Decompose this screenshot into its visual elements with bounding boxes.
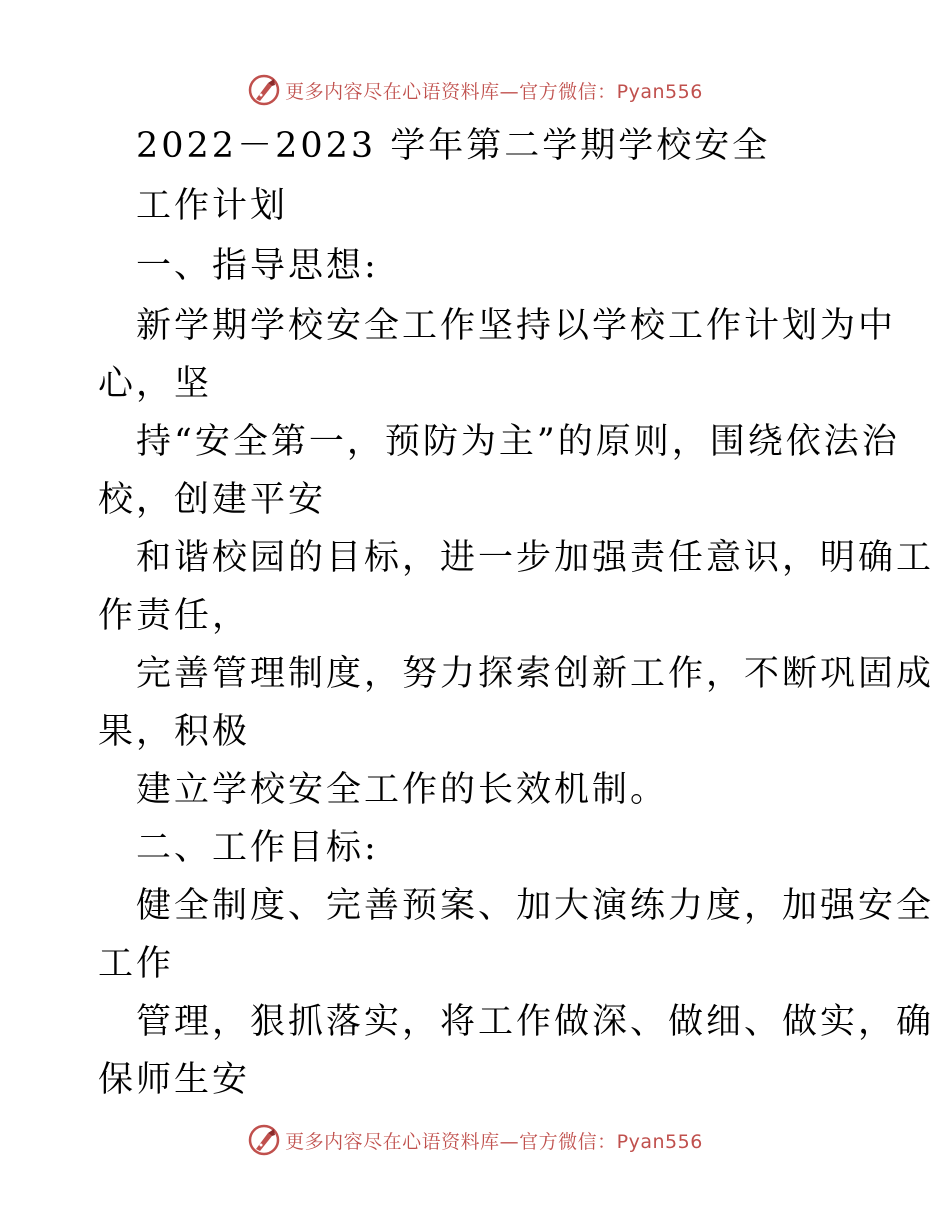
pen-nib-circle-icon	[247, 73, 281, 107]
paragraph-line: 保师生安	[98, 1060, 251, 1100]
pen-nib-circle-icon	[247, 1123, 281, 1157]
paragraph-line: 果，积极	[98, 712, 251, 752]
document-title-line: 工作计划	[136, 186, 289, 226]
paragraph-line: 持“安全第一，预防为主”的原则，围绕依法治	[136, 422, 900, 462]
paragraph-line: 校，创建平安	[98, 480, 327, 520]
paragraph-line: 管理，狠抓落实，将工作做深、做细、做实，确	[136, 1002, 935, 1042]
paragraph-line: 建立学校安全工作的长效机制。	[136, 770, 669, 810]
section-heading: 二、工作目标:	[136, 828, 379, 868]
watermark-text: 更多内容尽在心语资料库—官方微信：Pyan556	[285, 1130, 703, 1153]
paragraph-line: 作责任，	[98, 596, 251, 636]
document-title-line: 2022－2023 学年第二学期学校安全	[136, 126, 771, 166]
paragraph-line: 完善管理制度，努力探索创新工作，不断巩固成	[136, 654, 935, 694]
paragraph-line: 健全制度、完善预案、加大演练力度，加强安全	[136, 886, 935, 926]
watermark-text: 更多内容尽在心语资料库—官方微信：Pyan556	[285, 80, 703, 103]
footer-watermark	[0, 1122, 950, 1158]
paragraph-line: 新学期学校安全工作坚持以学校工作计划为中	[136, 306, 897, 346]
section-heading: 一、指导思想:	[136, 246, 379, 286]
header-watermark	[0, 72, 950, 108]
paragraph-line: 心，坚	[98, 364, 213, 404]
paragraph-line: 工作	[98, 944, 175, 984]
paragraph-line: 和谐校园的目标，进一步加强责任意识，明确工	[136, 538, 935, 578]
